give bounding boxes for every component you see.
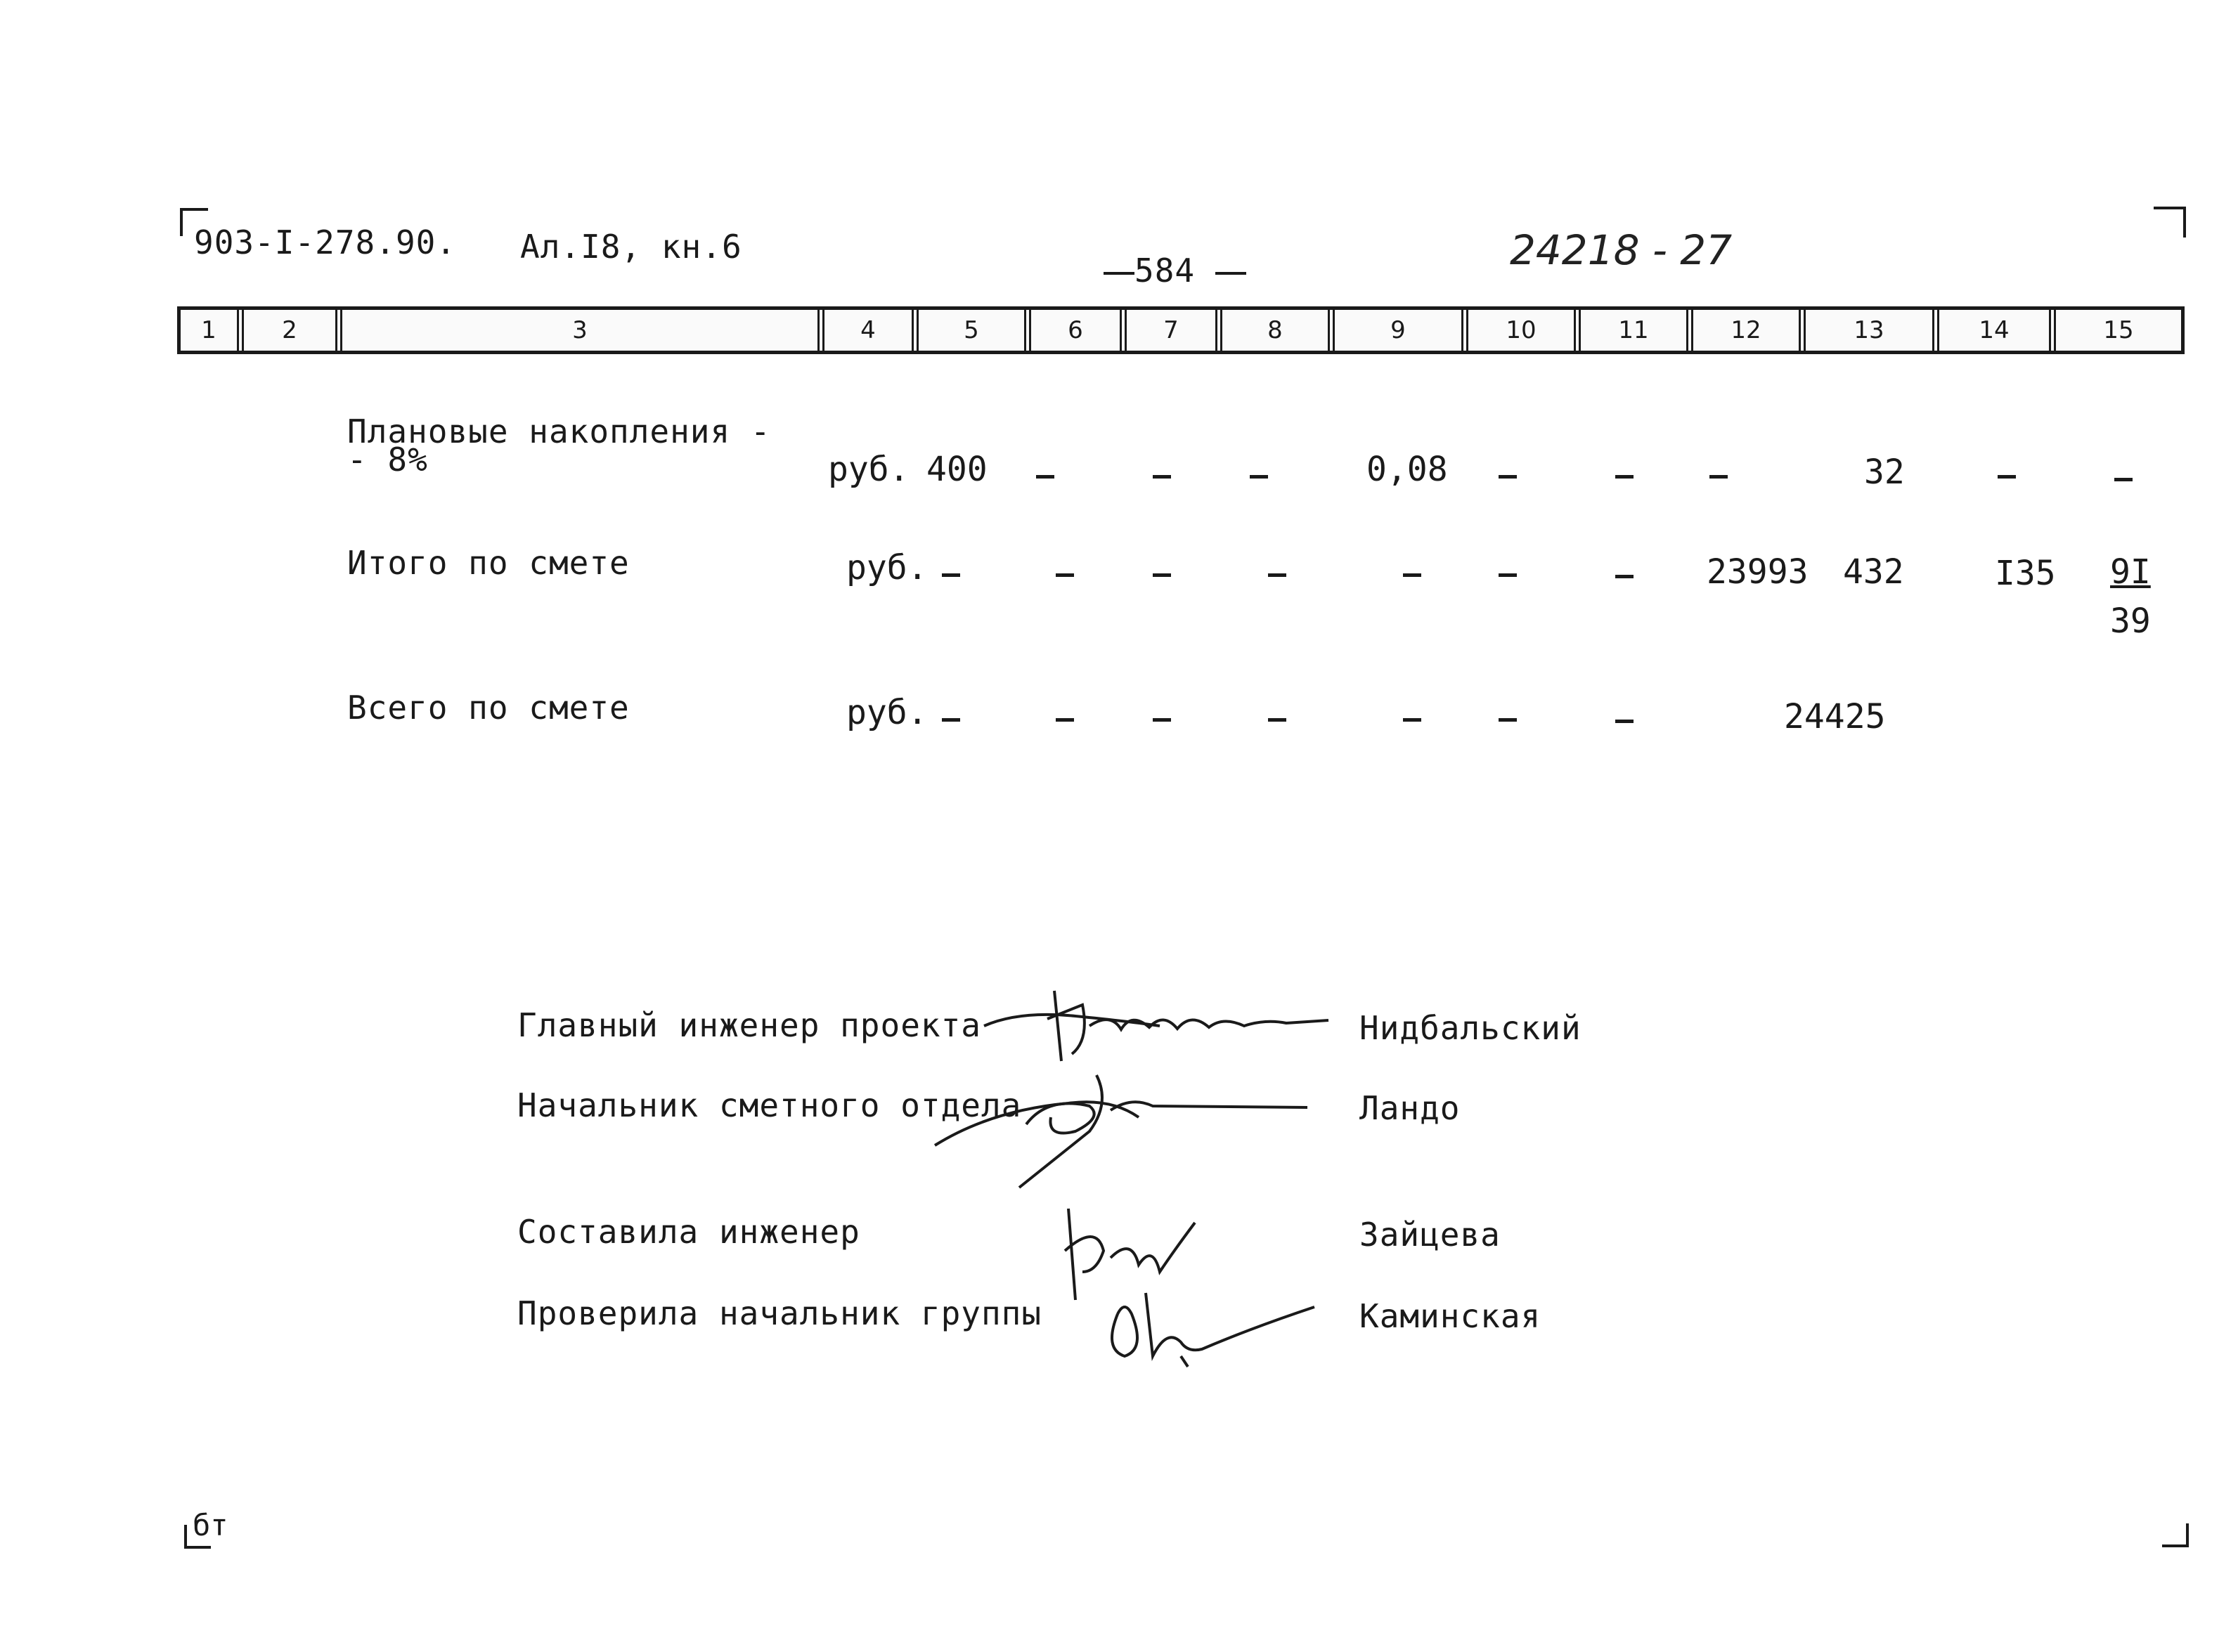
column-separator bbox=[912, 310, 919, 351]
column-separator bbox=[1120, 310, 1127, 351]
row-value-col13: 32 bbox=[1864, 453, 1905, 492]
empty-dash bbox=[1615, 475, 1634, 479]
row-unit: руб. bbox=[846, 693, 928, 732]
empty-dash bbox=[1615, 720, 1634, 723]
column-separator bbox=[1799, 310, 1806, 351]
empty-dash bbox=[1998, 475, 2016, 479]
column-number: 14 bbox=[1979, 316, 2010, 344]
column-separator bbox=[817, 310, 824, 351]
empty-dash bbox=[1403, 573, 1421, 577]
page-number-value: 584 bbox=[1134, 252, 1196, 290]
empty-dash bbox=[1250, 475, 1268, 479]
column-number: 13 bbox=[1854, 316, 1884, 344]
empty-dash bbox=[1056, 718, 1074, 722]
column-number: 11 bbox=[1618, 316, 1649, 344]
column-number: 3 bbox=[572, 316, 588, 344]
signature-role: Составила инженер bbox=[517, 1213, 860, 1251]
signature-name: Каминская bbox=[1359, 1297, 1541, 1335]
row-label-line-2: - 8% bbox=[347, 441, 428, 479]
empty-dash bbox=[1709, 475, 1728, 479]
column-separator bbox=[1461, 310, 1468, 351]
column-separator bbox=[335, 310, 342, 351]
empty-dash bbox=[2114, 478, 2133, 481]
column-number-strip bbox=[177, 306, 2185, 354]
column-number: 12 bbox=[1731, 316, 1761, 344]
row-value-col12: 23993 bbox=[1707, 552, 1809, 592]
empty-dash bbox=[1036, 475, 1054, 479]
column-number: 1 bbox=[201, 316, 216, 344]
row-value-col5: 400 bbox=[926, 450, 988, 489]
signature-role: Главный инженер проекта bbox=[517, 1006, 981, 1044]
empty-dash bbox=[1153, 718, 1171, 722]
column-separator bbox=[1932, 310, 1939, 351]
row-value-col13: 432 bbox=[1843, 552, 1904, 592]
column-separator bbox=[2049, 310, 2056, 351]
empty-dash bbox=[942, 573, 960, 577]
empty-dash bbox=[1615, 575, 1634, 578]
column-separator bbox=[1215, 310, 1222, 351]
corner-mark-bottom-right bbox=[2162, 1523, 2189, 1547]
row-value-col9: 0,08 bbox=[1366, 450, 1448, 489]
signature-estimate-dept-head bbox=[928, 1054, 1321, 1195]
column-separator bbox=[237, 310, 244, 351]
signature-group-head bbox=[1097, 1279, 1364, 1370]
empty-dash bbox=[1056, 573, 1074, 577]
row-value-col14: I35 bbox=[1995, 554, 2056, 593]
empty-dash bbox=[942, 718, 960, 722]
grand-total: 24425 bbox=[1784, 697, 1886, 736]
row-value-col15-bottom: 39 bbox=[2110, 601, 2151, 641]
row-unit: руб. bbox=[846, 548, 928, 587]
empty-dash bbox=[1268, 718, 1286, 722]
album-reference: Ал.I8, кн.6 bbox=[520, 228, 742, 266]
row-label: Всего по смете bbox=[347, 689, 630, 727]
column-number: 5 bbox=[964, 316, 979, 344]
column-number: 4 bbox=[860, 316, 876, 344]
empty-dash bbox=[1153, 573, 1171, 577]
row-unit: руб. bbox=[828, 450, 910, 489]
column-number: 2 bbox=[282, 316, 297, 344]
column-number: 6 bbox=[1068, 316, 1083, 344]
page-number bbox=[1104, 252, 1246, 290]
empty-dash bbox=[1499, 718, 1517, 722]
empty-dash bbox=[1268, 573, 1286, 577]
document-code: 903-I-278.90. bbox=[194, 223, 457, 261]
column-separator bbox=[1686, 310, 1693, 351]
row-label bbox=[347, 412, 771, 479]
signature-role: Начальник сметного отдела bbox=[517, 1086, 1022, 1124]
column-number: 10 bbox=[1506, 316, 1537, 344]
signature-name: Нидбальский bbox=[1359, 1009, 1582, 1047]
column-number: 7 bbox=[1163, 316, 1179, 344]
signature-name: Зайцева bbox=[1359, 1216, 1501, 1254]
column-separator bbox=[1574, 310, 1581, 351]
empty-dash bbox=[1153, 475, 1171, 479]
signature-role: Проверила начальник группы bbox=[517, 1294, 1042, 1332]
inventory-number: 24218 - 27 bbox=[1510, 226, 1733, 274]
column-number: 8 bbox=[1267, 316, 1283, 344]
column-separator bbox=[1024, 310, 1031, 351]
empty-dash bbox=[1403, 718, 1421, 722]
row-value-col15-top: 9I bbox=[2110, 552, 2151, 592]
footer-mark: бт bbox=[193, 1508, 228, 1542]
column-number: 15 bbox=[2103, 316, 2134, 344]
column-separator bbox=[1328, 310, 1335, 351]
signature-name: Ландо bbox=[1359, 1089, 1461, 1127]
row-label: Итого по смете bbox=[347, 544, 630, 582]
row-label-line-1: Плановые накопления - bbox=[347, 412, 771, 450]
empty-dash bbox=[1499, 475, 1517, 479]
empty-dash bbox=[1499, 573, 1517, 577]
column-number: 9 bbox=[1390, 316, 1406, 344]
corner-mark-top-right bbox=[2154, 207, 2186, 238]
